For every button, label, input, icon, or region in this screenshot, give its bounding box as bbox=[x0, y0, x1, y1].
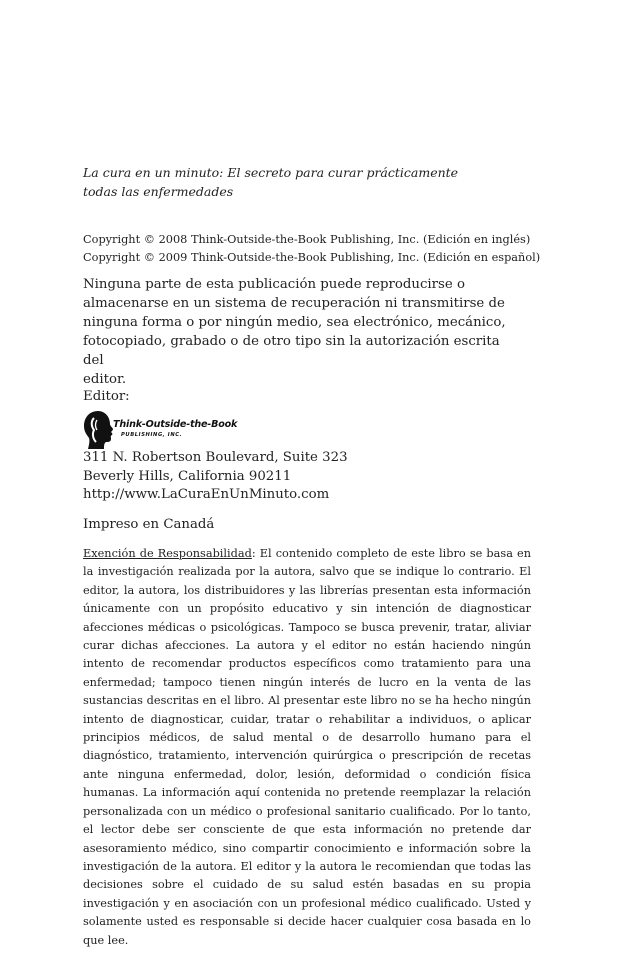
rights-line-4: fotocopiado, grabado o de otro tipo sin la autorización escrita del bbox=[83, 334, 500, 368]
printed-in-notice: Impreso en Canadá bbox=[83, 517, 215, 532]
address-website: http://www.LaCuraEnUnMinuto.com bbox=[83, 487, 330, 502]
disclaimer-text: : El contenido completo de este libro se basa en la investigación realizada por la autora, salvo que se indique lo contrario. El editor, la autora, los distribuidores y las librerías presentan esta información únicamente con un propósito educativo y sin intención de diagnosticar afecciones médicas o psicológicas. Tampoco se busca prevenir, tratar, aliviar curar dichas afecciones. La autora y el editor no están haciendo ningún intento de recomendar productos específicos como tratamiento para una enfermedad; tampoco tienen ningún interés de lucro en la venta de las sustancias descritas en el libro. Al presentar este libro no se ha hecho ningún intento de diagnosticar, cuidar, tratar o rehabilitar a individuos, o aplicar principios médicos, de salud mental o de desarrollo humano para el diagnóstico, tratamiento, intervención quirúrgica o prescripción de recetas ante ninguna enfermedad, dolor, lesión, deformidad o condición física humanas. La información aquí contenida no pretende reemplazar la relación personalizada con un médico o profesional sanitario cualificado. Por lo tanto, el lector debe ser consciente de que esta información no pretende dar asesoramiento médico, sino compartir conocimiento e información sobre la investigación de la autora. El editor y la autora le recomiendan que todas las decisiones sobre el cuidado de su salud estén basadas en su propia investigación y en asociación con un profesional médico cualificado. Usted y solamente usted es responsable si decide hacer cualquier cosa basada en lo que lee. bbox=[83, 547, 531, 947]
rights-line-3: ninguna forma o por ningún medio, sea electrónico, mecánico, bbox=[83, 315, 506, 330]
disclaimer-paragraph bbox=[83, 545, 531, 950]
book-title bbox=[83, 163, 531, 201]
address-city: Beverly Hills, California 90211 bbox=[83, 468, 292, 484]
rights-line-2: almacenarse en un sistema de recuperación ni transmitirse de bbox=[83, 296, 505, 311]
rights-reserved-notice bbox=[83, 275, 523, 389]
publisher-address bbox=[83, 449, 531, 505]
book-title-line-2: todas las enfermedades bbox=[83, 184, 234, 199]
publisher-logo-name: Think-Outside-the-Book bbox=[113, 419, 238, 430]
disclaimer-label: Exención de Responsabilidad bbox=[83, 547, 252, 560]
publisher-logo-subtitle: PUBLISHING, INC. bbox=[121, 432, 183, 438]
book-title-line-1: La cura en un minuto: El secreto para curar prácticamente bbox=[83, 165, 459, 180]
copyright-notice bbox=[83, 231, 541, 267]
head-silhouette-logo-icon bbox=[83, 410, 117, 450]
address-street: 311 N. Robertson Boulevard, Suite 323 bbox=[83, 450, 348, 465]
publisher-logo bbox=[83, 410, 238, 450]
rights-line-5: editor. bbox=[83, 372, 127, 387]
rights-line-1: Ninguna parte de esta publicación puede reproducirse o bbox=[83, 277, 465, 292]
copyright-line-spanish: Copyright © 2009 Think-Outside-the-Book Publishing, Inc. (Edición en español) bbox=[83, 251, 541, 264]
editor-label: Editor: bbox=[83, 389, 130, 404]
copyright-line-english: Copyright © 2008 Think-Outside-the-Book Publishing, Inc. (Edición en inglés) bbox=[83, 233, 531, 246]
